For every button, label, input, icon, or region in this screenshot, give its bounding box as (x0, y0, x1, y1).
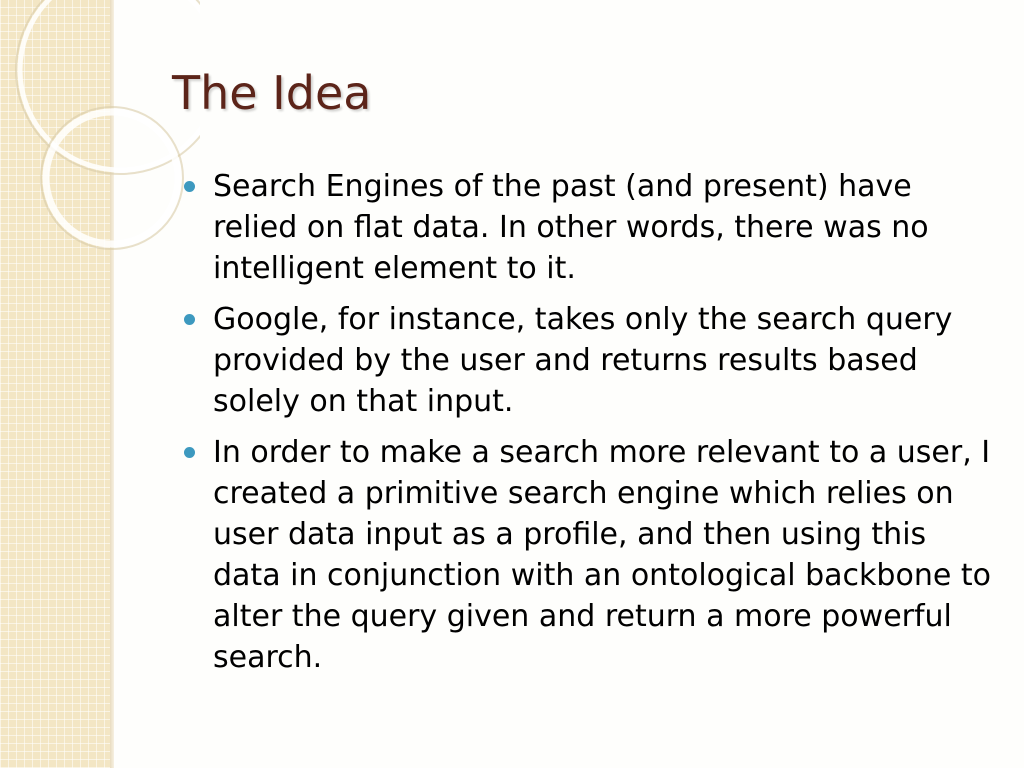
slide-title: The Idea (172, 66, 372, 120)
decorative-circle-small (46, 112, 178, 244)
decorative-circles-icon (0, 0, 200, 280)
bullet-item (184, 299, 999, 422)
bullet-list (184, 166, 999, 688)
bullet-item (184, 432, 999, 678)
bullet-text: Search Engines of the past (and present) have relied on flat data. In other words, there was no intelligent element to it. (213, 169, 929, 286)
bullet-dot-icon (184, 314, 195, 325)
decorative-circle-small-shadow (41, 107, 183, 249)
bullet-item (184, 166, 999, 289)
bullet-text: In order to make a search more relevant to a user, I created a primitive search engine which relies on user data input as a profile, and then using this data in conjunction with an ontological backbone to alter the query given and return a more powerful search. (213, 435, 991, 675)
bullet-dot-icon (184, 181, 195, 192)
bullet-text: Google, for instance, takes only the search query provided by the user and returns results based solely on that input. (213, 302, 953, 419)
bullet-dot-icon (184, 447, 195, 458)
